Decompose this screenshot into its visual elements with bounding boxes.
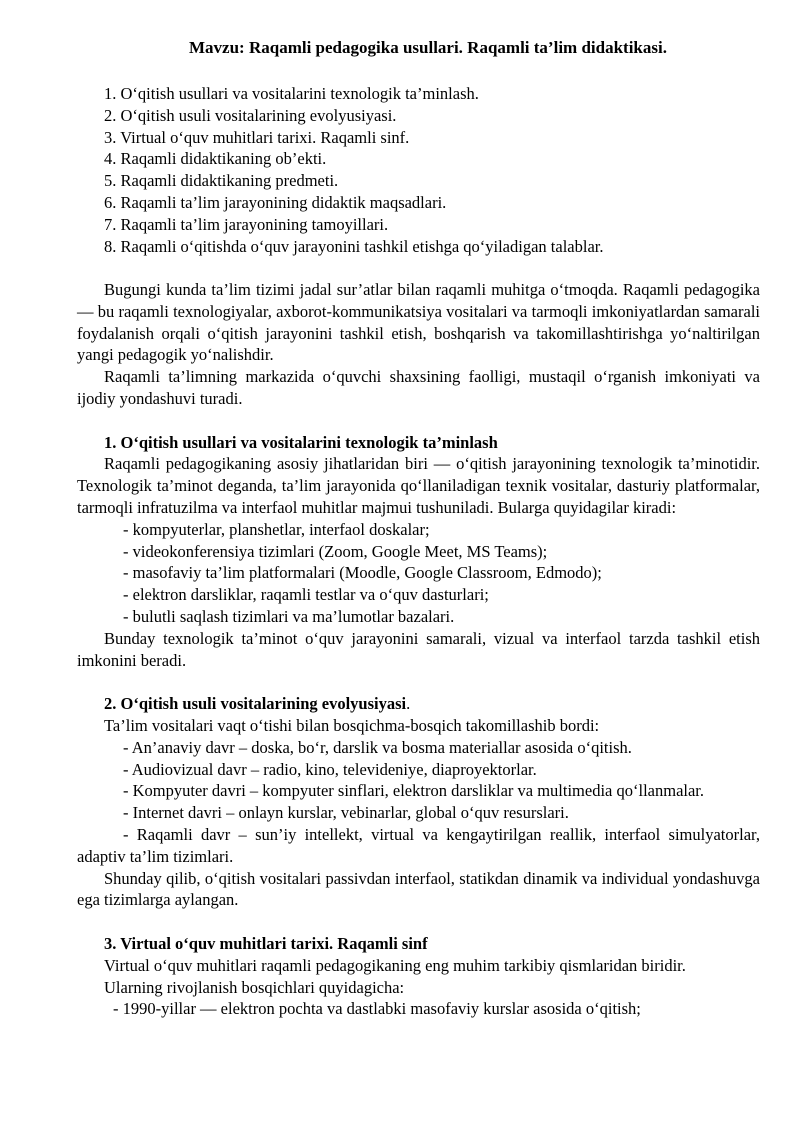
- topic-list: [104, 83, 603, 257]
- topic-item: 7. Raqamli ta’lim jarayonining tamoyillari.: [104, 214, 389, 234]
- section-paragraph: Ularning rivojlanish bosqichlari quyidagicha:: [104, 977, 405, 997]
- bullet-item: - kompyuterlar, planshetlar, interfaol doskalar;: [123, 519, 430, 539]
- topic-item: 8. Raqamli o‘qitishda o‘quv jarayonini tashkil etishga qo‘yiladigan talablar.: [104, 236, 604, 256]
- topic-item: 3. Virtual o‘quv muhitlari tarixi. Raqamli sinf.: [104, 127, 410, 147]
- topic-item: 5. Raqamli didaktikaning predmeti.: [104, 171, 339, 191]
- section-paragraph: Virtual o‘quv muhitlari raqamli pedagogikaning eng muhim tarkibiy qismlaridan biridir.: [104, 955, 686, 975]
- document-body: [77, 279, 760, 1020]
- document-title: Mavzu: Raqamli pedagogika usullari. Raqamli ta’lim didaktikasi.: [189, 38, 667, 57]
- topic-item: 2. O‘qitish usuli vositalarining evolyusiyasi.: [104, 105, 397, 125]
- bullet-item: - Audiovizual davr – radio, kino, televideniye, diaproyektorlar.: [123, 759, 537, 779]
- section-heading: [77, 693, 760, 715]
- section-heading: 1. O‘qitish usullari va vositalarini texnologik ta’minlash: [104, 432, 498, 452]
- bullet-item: - 1990-yillar — elektron pochta va dastlabki masofaviy kurslar asosida o‘qitish;: [113, 999, 641, 1019]
- section-paragraph: Bunday texnologik ta’minot o‘quv jarayonini samarali, vizual va interfaol tarzda tashkil etish imkonini beradi.: [77, 628, 760, 670]
- heading-dot: .: [406, 694, 411, 714]
- bullet-item: - An’anaviy davr – doska, bo‘r, darslik va bosma materiallar asosida o‘qitish.: [123, 737, 632, 757]
- bullet-item: - Raqamli davr – sun’iy intellekt, virtual va kengaytirilgan reallik, interfaol simulyatorlar, adaptiv ta’lim tizimlari.: [77, 824, 760, 866]
- bullet-item: - bulutli saqlash tizimlari va ma’lumotlar bazalari.: [123, 606, 455, 626]
- topic-item: 6. Raqamli ta’lim jarayonining didaktik maqsadlari.: [104, 192, 447, 212]
- section-paragraph: Raqamli pedagogikaning asosiy jihatlaridan biri — o‘qitish jarayonining texnologik ta’minotidir. Texnologik ta’minot deganda, ta’lim jarayonida qo‘llaniladigan texnik vositalar, dasturiy platformalar, tarmoqli infratuzilma va interfaol muhitlar majmui tushuniladi. Bularga quyidagilar kiradi:: [77, 454, 760, 517]
- topic-item: 4. Raqamli didaktikaning ob’ekti.: [104, 149, 327, 169]
- section-paragraph: Shunday qilib, o‘qitish vositalari passivdan interfaol, statikdan dinamik va individual yondashuvga ega tizimlarga aylangan.: [77, 868, 760, 910]
- bullet-item: - Internet davri – onlayn kurslar, vebinarlar, global o‘quv resurslari.: [123, 803, 569, 823]
- section-paragraph: Ta’lim vositalari vaqt o‘tishi bilan bosqichma-bosqich takomillashib bordi:: [104, 715, 600, 735]
- section-heading-text: 2. O‘qitish usuli vositalarining evolyusiyasi: [104, 694, 407, 714]
- bullet-item: - Kompyuter davri – kompyuter sinflari, elektron darsliklar va multimedia qo‘llanmalar.: [123, 781, 705, 801]
- intro-paragraph: Bugungi kunda ta’lim tizimi jadal sur’atlar bilan raqamli muhitga o‘tmoqda. Raqamli pedagogika — bu raqamli texnologiyalar, axborot-kommunikatsiya vositalari va tarmoqli imkoniyatlardan samarali foydalanish orqali o‘qitish jarayonini tashkil etish, boshqarish va takomillashtirishga yo‘naltirilgan yangi pedagogik yo‘nalishdir.: [77, 280, 760, 365]
- intro-paragraph: Raqamli ta’limning markazida o‘quvchi shaxsining faolligi, mustaqil o‘rganish imkoniyati va ijodiy yondashuvi turadi.: [77, 367, 760, 408]
- bullet-item: - masofaviy ta’lim platformalari (Moodle, Google Classroom, Edmodo);: [123, 563, 602, 583]
- section-heading: 3. Virtual o‘quv muhitlari tarixi. Raqamli sinf: [104, 933, 428, 953]
- bullet-item: - videokonferensiya tizimlari (Zoom, Google Meet, MS Teams);: [123, 541, 548, 561]
- bullet-item: - elektron darsliklar, raqamli testlar va o‘quv dasturlari;: [123, 585, 489, 605]
- topic-item: 1. O‘qitish usullari va vositalarini texnologik ta’minlash.: [104, 84, 479, 103]
